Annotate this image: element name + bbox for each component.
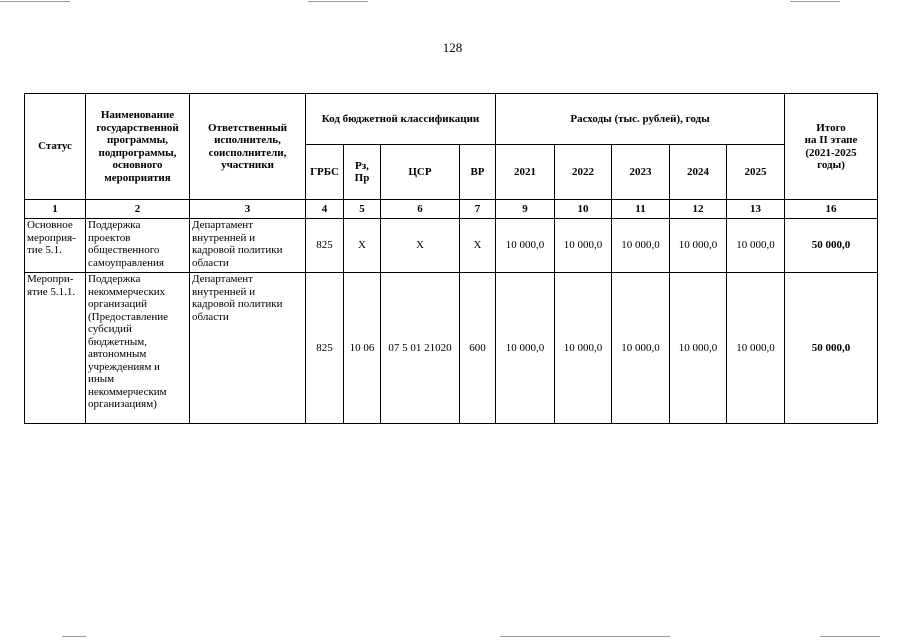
column-number: 3 (190, 200, 306, 219)
grbs-cell: 825 (306, 219, 344, 273)
name-line: организаций (88, 298, 148, 310)
header-rz-pr (344, 145, 381, 200)
status-cell (25, 273, 86, 424)
header-row-1 (25, 94, 878, 145)
name-line: иным (88, 373, 115, 385)
year-2023-cell: 10 000,0 (612, 219, 670, 273)
name-line: Поддержка (88, 219, 141, 231)
total-cell: 50 000,0 (785, 219, 878, 273)
header-total (785, 94, 878, 200)
header-year-2023: 2023 (612, 145, 670, 200)
executor-line: области (192, 256, 229, 269)
executor-line: внутренней и (192, 231, 256, 244)
name-line: некоммерческим (88, 385, 167, 398)
executor-line: Департамент (192, 219, 254, 231)
rz-pr-cell: 10 06 (344, 273, 381, 424)
name-line: бюджетным, (88, 335, 147, 348)
header-total-line3: (2021-2025 (805, 146, 857, 159)
name-line: Поддержка (88, 273, 141, 285)
total-cell: 50 000,0 (785, 273, 878, 424)
scan-edge-bottom-right (820, 636, 880, 637)
column-number: 12 (670, 200, 727, 219)
scan-edge-top-right (790, 1, 840, 2)
header-expenses: Расходы (тыс. рублей), годы (496, 94, 785, 145)
year-2021-cell: 10 000,0 (496, 273, 555, 424)
name-line: некоммерческих (88, 285, 166, 298)
vr-cell: 600 (460, 273, 496, 424)
column-number-row (25, 200, 878, 219)
header-year-2024: 2024 (670, 145, 727, 200)
executor-line: кадровой политики (192, 298, 283, 310)
executor-line: внутренней и (192, 285, 256, 298)
name-line: субсидий (88, 323, 132, 335)
status-line: ятие 5.1.1. (27, 285, 76, 298)
csr-cell: X (381, 219, 460, 273)
executor-cell (190, 219, 306, 273)
column-number: 2 (86, 200, 190, 219)
column-number: 5 (344, 200, 381, 219)
executor-line: кадровой политики (192, 244, 283, 256)
year-2021-cell: 10 000,0 (496, 219, 555, 273)
header-total-line2: на II этапе (804, 134, 858, 146)
header-status: Статус (25, 94, 86, 200)
table-row-main-event (25, 219, 878, 273)
budget-table (24, 93, 878, 424)
column-number: 1 (25, 200, 86, 219)
csr-cell: 07 5 01 21020 (381, 273, 460, 424)
column-number: 11 (612, 200, 670, 219)
name-line: общественного (88, 244, 160, 256)
name-line: проектов (88, 231, 131, 244)
column-number: 6 (381, 200, 460, 219)
name-line: (Предоставление (88, 310, 168, 323)
scan-edge-bottom-left (62, 636, 86, 637)
status-line: Основное (27, 219, 73, 231)
scan-edge-top-mid (308, 1, 368, 2)
status-line: тие 5.1. (27, 244, 62, 256)
year-2024-cell: 10 000,0 (670, 273, 727, 424)
year-2023-cell: 10 000,0 (612, 273, 670, 424)
column-number: 7 (460, 200, 496, 219)
year-2025-cell: 10 000,0 (727, 219, 785, 273)
year-2022-cell: 10 000,0 (555, 219, 612, 273)
name-line: учреждениям и (88, 360, 160, 373)
rz-pr-cell: X (344, 219, 381, 273)
header-rz-line2: Пр (354, 172, 370, 184)
header-csr: ЦСР (381, 145, 460, 200)
year-2022-cell: 10 000,0 (555, 273, 612, 424)
column-number: 16 (785, 200, 878, 219)
column-number: 4 (306, 200, 344, 219)
column-number: 9 (496, 200, 555, 219)
name-cell (86, 273, 190, 424)
column-number: 13 (727, 200, 785, 219)
executor-line: Департамент (192, 273, 254, 285)
header-total-line4: годы) (817, 159, 845, 171)
header-rz-line1: Рз, (355, 159, 369, 172)
header-total-line1: Итого (816, 121, 846, 134)
header-program-name: Наименование государственной программы, подпрограммы, основного мероприятия (86, 94, 190, 200)
name-line: автономным (88, 348, 147, 360)
header-vr: ВР (460, 145, 496, 200)
header-year-2021: 2021 (496, 145, 555, 200)
vr-cell: X (460, 219, 496, 273)
year-2025-cell: 10 000,0 (727, 273, 785, 424)
scan-edge-top-left (0, 1, 70, 2)
status-line: мероприя- (27, 231, 76, 244)
executor-line: области (192, 310, 229, 323)
scan-edge-bottom-mid (500, 636, 670, 637)
header-budget-code: Код бюджетной классификации (306, 94, 496, 145)
header-executor: Ответственный исполнитель, соисполнители, участники (190, 94, 306, 200)
year-2024-cell: 10 000,0 (670, 219, 727, 273)
grbs-cell: 825 (306, 273, 344, 424)
name-line: самоуправления (88, 256, 164, 269)
name-cell (86, 219, 190, 273)
header-grbs: ГРБС (306, 145, 344, 200)
table-row-event (25, 273, 878, 424)
header-year-2025: 2025 (727, 145, 785, 200)
executor-cell (190, 273, 306, 424)
status-line: Меропри- (27, 273, 74, 285)
column-number: 10 (555, 200, 612, 219)
header-year-2022: 2022 (555, 145, 612, 200)
status-cell (25, 219, 86, 273)
name-line: организациям) (88, 398, 157, 410)
page-number: 128 (442, 40, 463, 55)
